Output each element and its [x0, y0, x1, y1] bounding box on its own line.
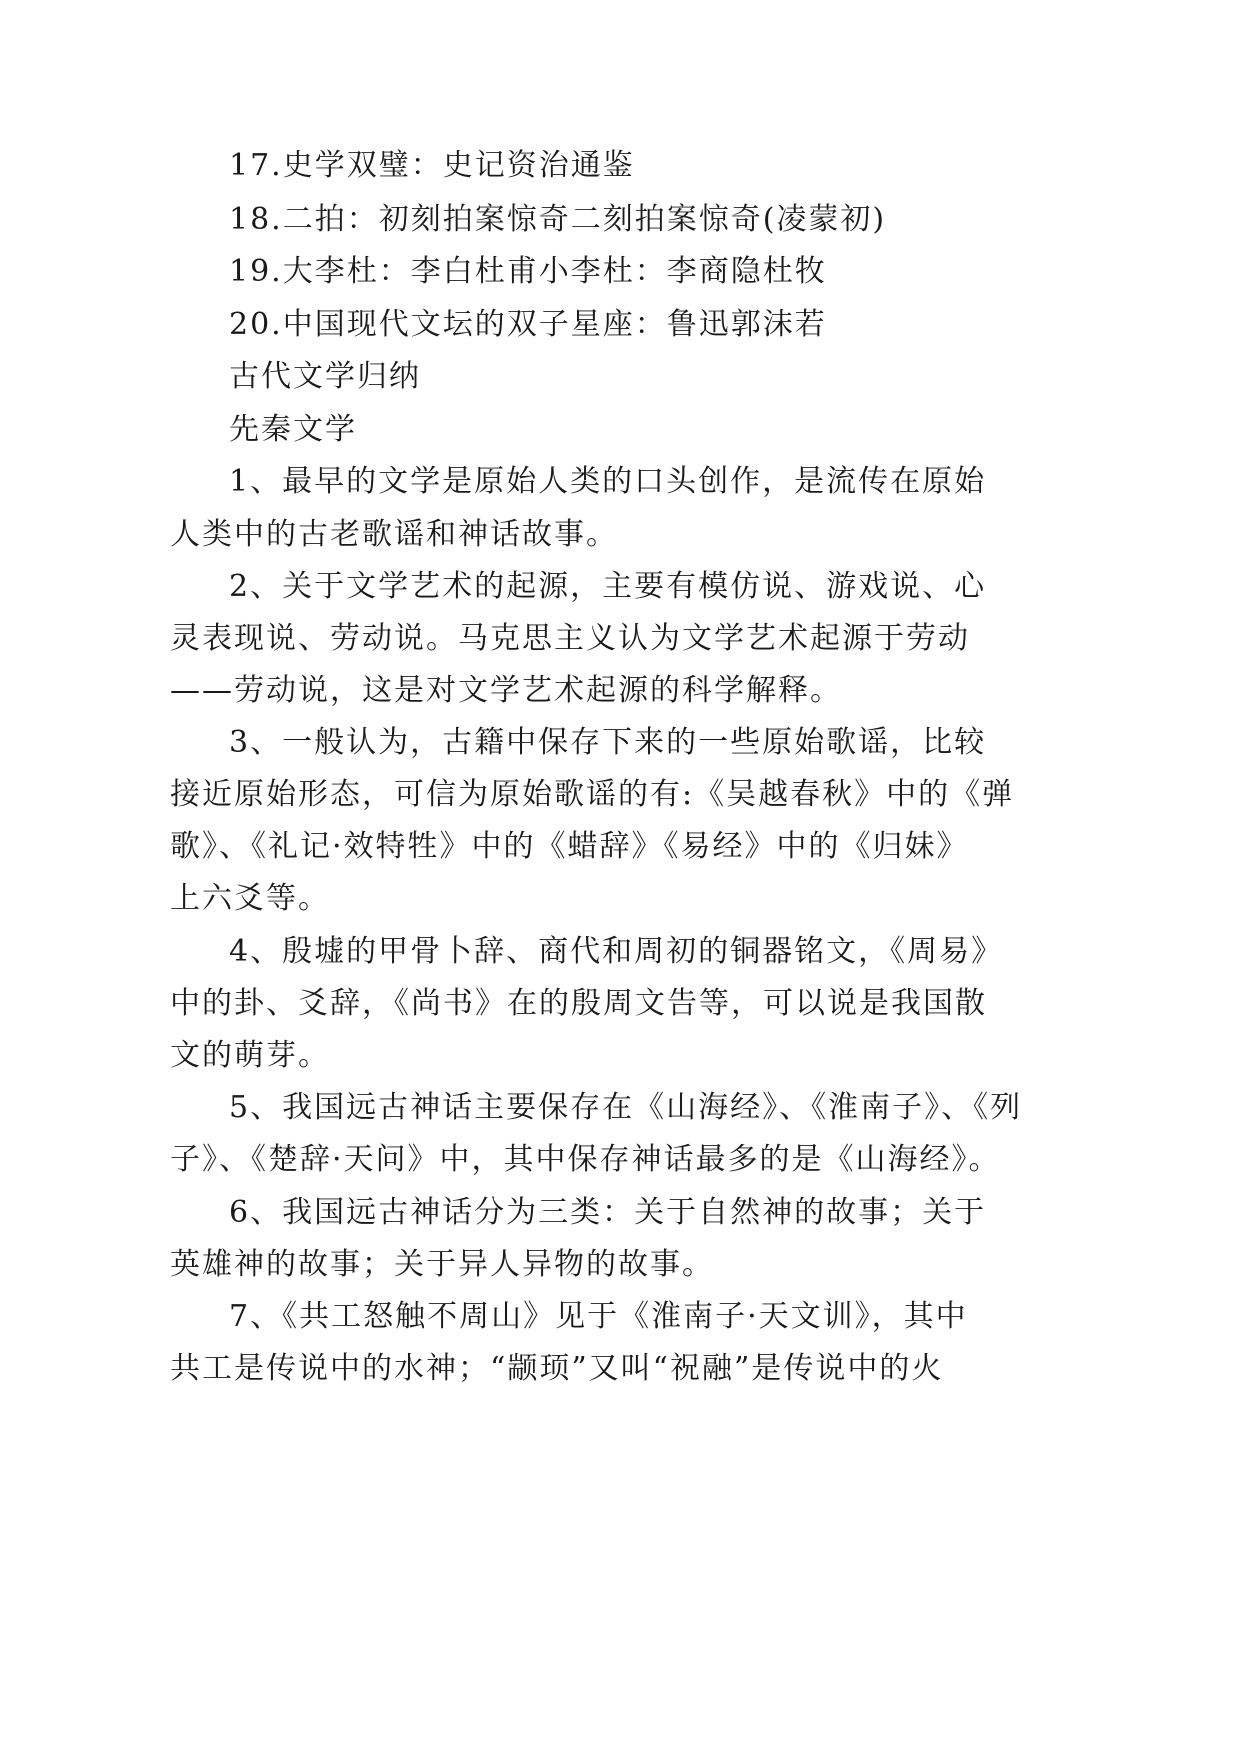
text-line: 7、《共工怒触不周山》见于《淮南子·天文训》，其中: [229, 1299, 968, 1334]
text-line: 子》、《楚辞·天问》中，其中保存神话最多的是《山海经》。: [170, 1142, 1001, 1177]
text-line: 中的卦、爻辞，《尚书》在的殷周文告等，可以说是我国散: [170, 986, 987, 1021]
text-line: 4、殷墟的甲骨卜辞、商代和周初的铜器铭文，《周易》: [229, 934, 1004, 969]
text-line: 18.二拍：初刻拍案惊奇二刻拍案惊奇(凌蒙初): [229, 202, 887, 237]
text-line: 2、关于文学艺术的起源，主要有模仿说、游戏说、心: [229, 569, 987, 604]
section-heading: 古代文学归纳: [229, 359, 421, 394]
text-line: 3、一般认为，古籍中保存下来的一些原始歌谣，比较: [229, 725, 987, 760]
text-line: ——劳动说，这是对文学艺术起源的科学解释。: [170, 673, 842, 708]
text-line: 19.大李杜：李白杜甫小李杜：李商隐杜牧: [229, 254, 827, 289]
section-heading: 先秦文学: [229, 412, 357, 447]
text-line: 6、我国远古神话分为三类：关于自然神的故事；关于: [229, 1195, 987, 1230]
text-line: 17.史学双璧：史记资治通鉴: [229, 148, 635, 183]
text-line: 1、最早的文学是原始人类的口头创作，是流传在原始: [229, 464, 987, 499]
text-line: 5、我国远古神话主要保存在《山海经》、《淮南子》、《列: [229, 1090, 1023, 1125]
text-line: 灵表现说、劳动说。马克思主义认为文学艺术起源于劳动: [170, 621, 970, 656]
text-line: 人类中的古老歌谣和神话故事。: [170, 517, 618, 552]
text-line: 文的萌芽。: [170, 1038, 330, 1073]
text-line: 接近原始形态，可信为原始歌谣的有:《吴越春秋》中的《弹: [170, 777, 1015, 812]
text-line: 共工是传说中的水神；“颛顼”又叫“祝融”是传说中的火: [170, 1351, 944, 1386]
text-line: 20.中国现代文坛的双子星座：鲁迅郭沫若: [229, 307, 827, 342]
text-line: 歌》、《礼记·效特牲》中的《蜡辞》《易经》中的《归妹》: [170, 829, 969, 864]
text-line: 上六爻等。: [170, 881, 330, 916]
text-line: 英雄神的故事；关于异人异物的故事。: [170, 1247, 714, 1282]
